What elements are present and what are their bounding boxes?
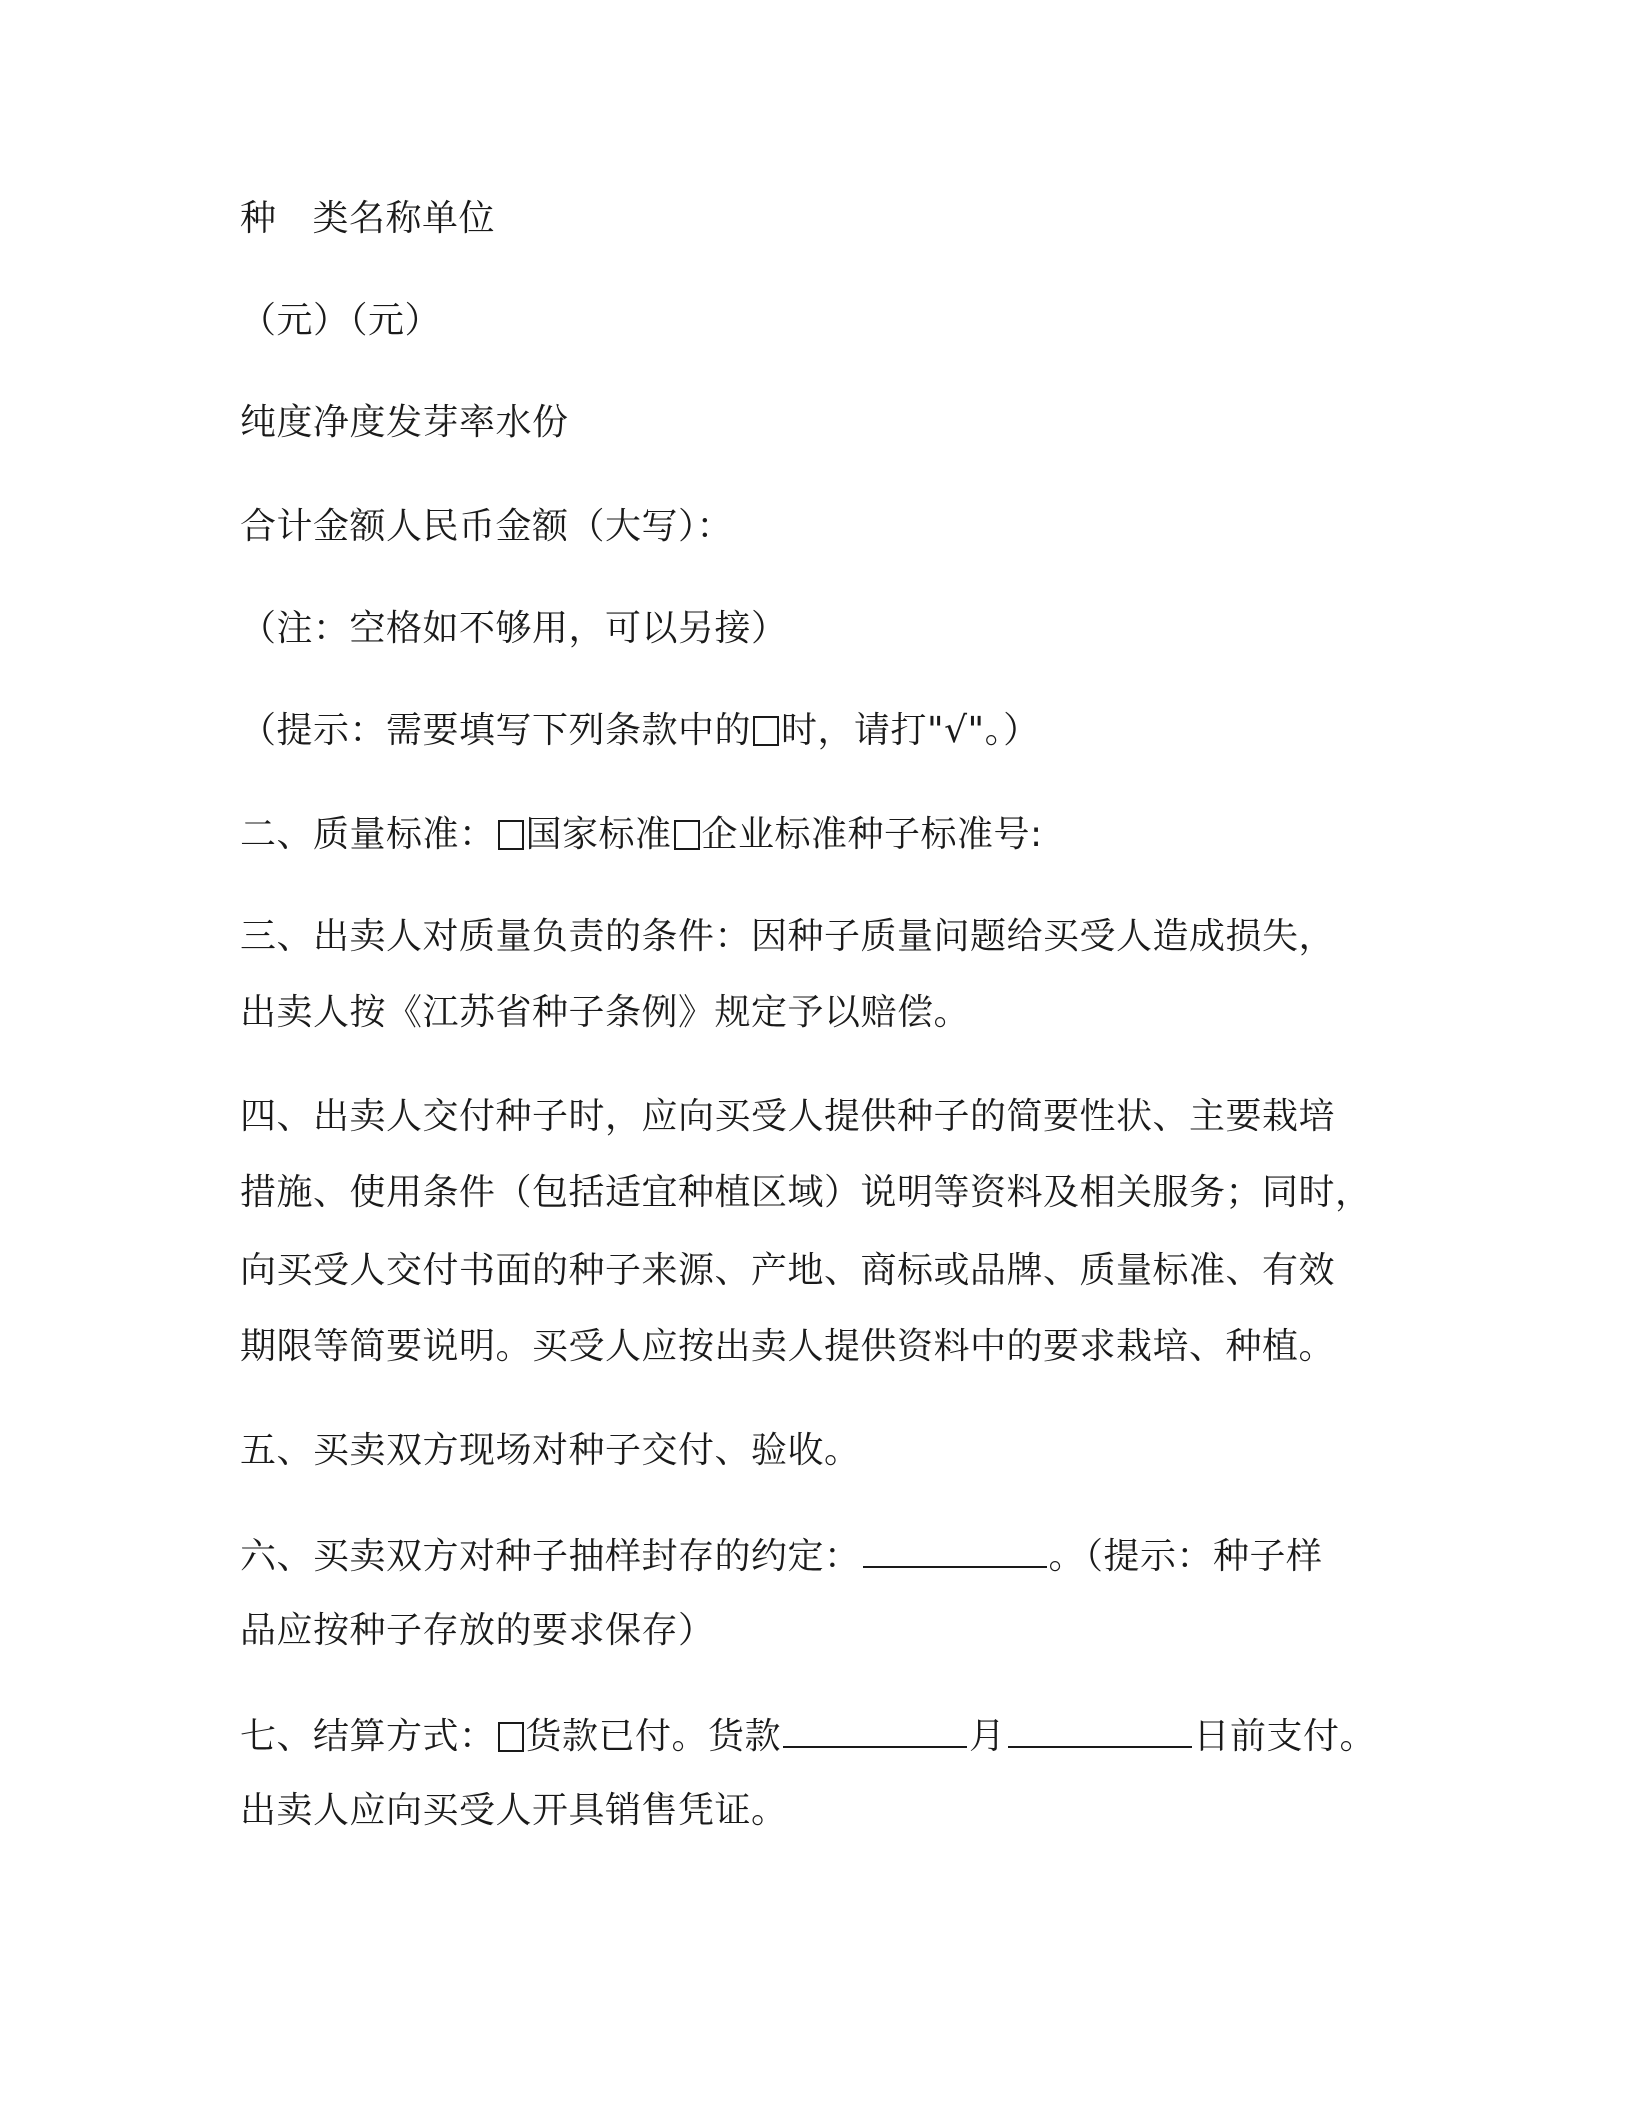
clause-3-text-1: 三、出卖人对质量负责的条件：因种子质量问题给买受人造成损失， [240, 916, 1336, 957]
clause-7-label: 七、结算方式： [240, 1716, 496, 1757]
sampling-agreement-blank[interactable] [863, 1532, 1047, 1568]
payment-month-blank[interactable] [783, 1712, 967, 1748]
table-header-row-1 [240, 196, 1400, 242]
total-amount-label: 合计金额人民币金额（大写）： [240, 506, 734, 547]
total-amount-line [240, 504, 1400, 550]
note-text: （注：空格如不够用，可以另接） [240, 608, 788, 649]
clause-4-text-4: 期限等简要说明。买受人应按出卖人提供资料中的要求栽培、种植。 [240, 1326, 1336, 1367]
hint-text-b: 时，请打"√"。） [781, 710, 1040, 751]
national-standard-checkbox[interactable] [498, 820, 524, 850]
clause-6-line-2 [240, 1608, 1400, 1654]
clause-3-text-2: 出卖人按《江苏省种子条例》规定予以赔偿。 [240, 992, 971, 1033]
payment-day-blank[interactable] [1008, 1712, 1192, 1748]
clause-6-text-2: 品应按种子存放的要求保存） [240, 1610, 715, 1651]
clause-4-text-3: 向买受人交付书面的种子来源、产地、商标或品牌、质量标准、有效 [240, 1250, 1336, 1291]
clause-7-line-2 [240, 1788, 1400, 1834]
clause-7-text-2: 出卖人应向买受人开具销售凭证。 [240, 1790, 788, 1831]
hint-text-a: （提示：需要填写下列条款中的 [240, 710, 752, 751]
header-cell-name-unit: 类名称单位 [312, 198, 496, 239]
clause-3-line-2 [240, 990, 1400, 1036]
table-header-row-2 [240, 298, 1400, 344]
national-standard-label: 国家标准 [525, 814, 672, 855]
header-currency-units: （元）（元） [240, 300, 442, 341]
enterprise-standard-checkbox[interactable] [674, 820, 700, 850]
clause-2 [240, 812, 1400, 858]
clause-5-text: 五、买卖双方现场对种子交付、验收。 [240, 1430, 861, 1471]
clause-3-line-1 [240, 914, 1400, 960]
header-quality-metrics: 纯度净度发芽率水份 [240, 402, 569, 443]
enterprise-standard-label: 企业标准种子标准号: [701, 814, 1043, 855]
paid-checkbox[interactable] [498, 1722, 524, 1752]
clause-7-day-label: 日前支付。 [1193, 1716, 1377, 1757]
clause-7-paid-text: 货款已付。货款 [525, 1716, 782, 1757]
clause-7-month-label: 月 [969, 1716, 1006, 1757]
clause-4-line-4 [240, 1324, 1400, 1370]
table-header-row-3 [240, 400, 1400, 446]
clause-4-text-2: 措施、使用条件（包括适宜种植区域）说明等资料及相关服务；同时， [240, 1172, 1372, 1213]
clause-6-text-a: 六、买卖双方对种子抽样封存的约定： [240, 1536, 861, 1577]
clause-4-line-1 [240, 1094, 1400, 1140]
clause-7-line-1 [240, 1712, 1400, 1760]
clause-4-line-3 [240, 1248, 1400, 1294]
note-line [240, 606, 1400, 652]
clause-6-line-1 [240, 1532, 1400, 1580]
clause-6-text-b: 。（提示：种子样 [1048, 1536, 1323, 1577]
clause-4-line-2 [240, 1170, 1400, 1216]
clause-5 [240, 1428, 1400, 1474]
hint-checkbox [753, 716, 779, 746]
header-cell-kind: 种 [240, 198, 277, 239]
clause-2-label: 二、质量标准： [240, 814, 496, 855]
clause-4-text-1: 四、出卖人交付种子时，应向买受人提供种子的简要性状、主要栽培 [240, 1096, 1336, 1137]
hint-line [240, 708, 1400, 754]
